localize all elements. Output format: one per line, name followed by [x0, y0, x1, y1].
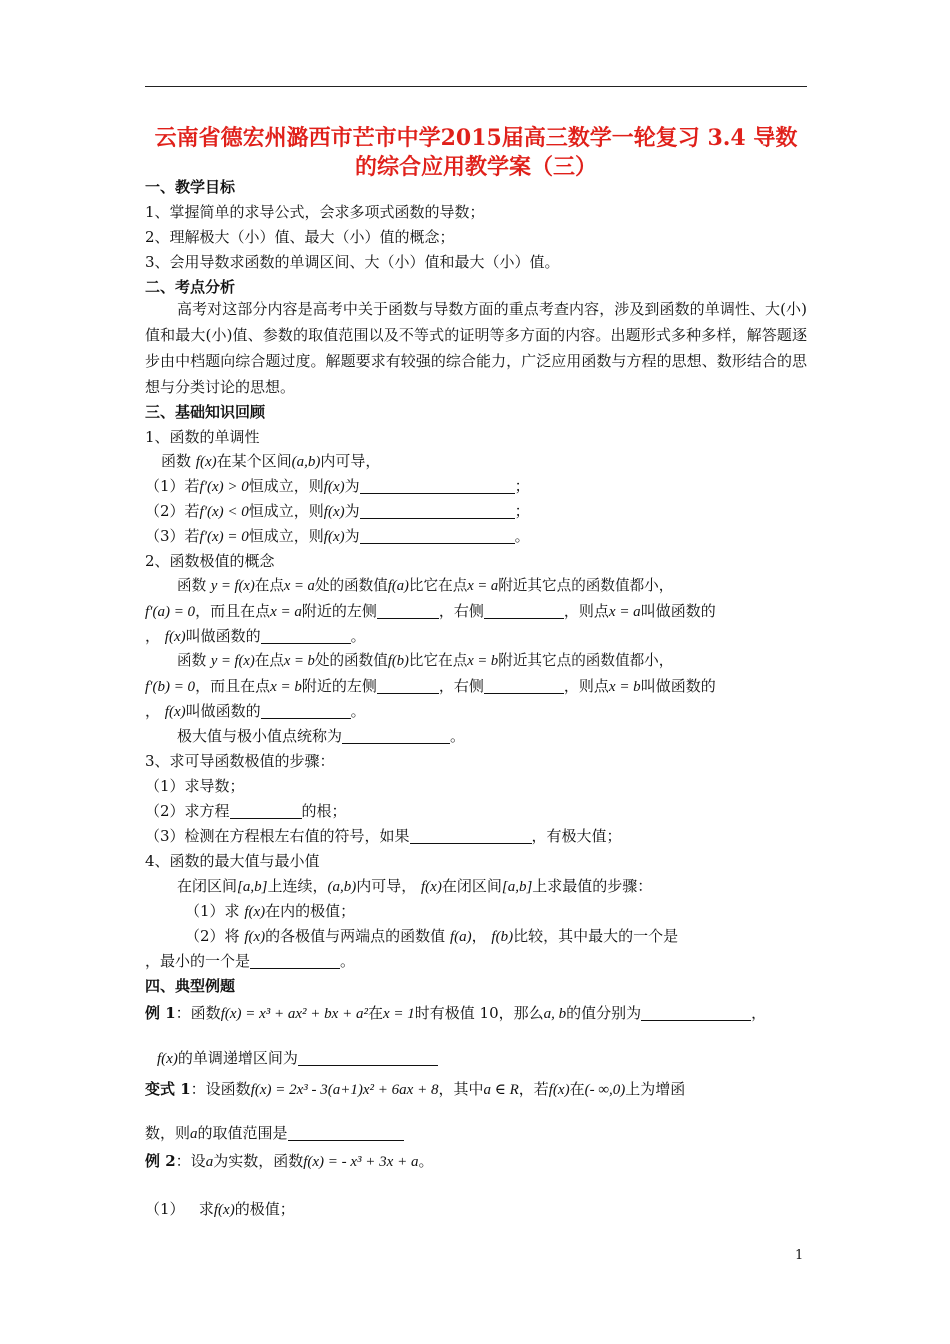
variant-1: 变式 1：设函数f(x) = 2x³ - 3(a+1)x² + 6ax + 8，其中a ∈ R，若f(x)在(- ∞,0)上为增函	[145, 1080, 686, 1098]
analysis-paragraph: 高考对这部分内容是高考中关于函数与导数方面的重点考查内容，涉及到函数的单调性、大(小)值和最大(小)值、参数的取值范围以及不等式的证明等多方面的内容。出题形式多种多样，解答题逐步由中档题向综合题过度。解题要求有较强的综合能力，广泛应用函数与方程的思想、数形结合的思想与分类讨论的思想。	[145, 300, 807, 396]
answer-blank	[261, 704, 351, 719]
section-heading-examples: 四、典型例题	[145, 977, 236, 995]
header-rule	[145, 86, 807, 87]
answer-blank	[360, 479, 515, 494]
extremum-p1-line2: f′(a) = 0，而且在点x = a附近的左侧 ，右侧 ，则点x = a叫做函数的	[145, 602, 716, 620]
answer-blank	[261, 629, 351, 644]
answer-blank	[377, 604, 439, 619]
answer-blank	[377, 679, 439, 694]
maxmin-intro: 在闭区间[a,b]上连续，(a,b)内可导， f(x)在闭区间[a,b]上求最值的步骤：	[177, 877, 653, 895]
section-heading-objectives: 一、教学目标	[145, 178, 236, 196]
extremum-heading: 2、函数极值的概念	[145, 552, 275, 570]
monotonicity-heading: 1、函数的单调性	[145, 428, 260, 446]
answer-blank	[641, 1006, 751, 1021]
example-2-question-1: （1） 求f(x)的极值；	[145, 1200, 295, 1218]
extremum-p2-line2: f′(b) = 0，而且在点x = b附近的左侧 ，右侧 ，则点x = b叫做函数的	[145, 677, 716, 695]
objective-item-3: 3、会用导数求函数的单调区间、大（小）值和最大（小）值。	[145, 253, 560, 271]
answer-blank	[250, 954, 340, 969]
section-heading-basics: 三、基础知识回顾	[145, 403, 266, 421]
objective-item-2: 2、理解极大（小）值、最大（小）值的概念；	[145, 228, 455, 246]
maxmin-step-2: （2）将 f(x)的各极值与两端点的函数值 f(a)， f(b)比较，其中最大的一个是	[185, 927, 679, 945]
example-1: 例 1：函数f(x) = x³ + ax² + bx + a²在x = 1时有极值 10，那么a, b的值分别为 ，	[145, 1004, 767, 1022]
extremum-p2-line3: ， f(x)叫做函数的 。	[145, 702, 366, 720]
step-1: （1）求导数；	[145, 777, 245, 795]
answer-blank	[342, 729, 450, 744]
answer-blank	[230, 804, 302, 819]
document-title: 云南省德宏州潞西市芒市中学2015届高三数学一轮复习 3.4 导数的综合应用教学案（三）	[154, 125, 798, 180]
monotonicity-case-2: （2）若f′(x) < 0恒成立，则f(x)为 ；	[145, 502, 530, 520]
extremum-p2-line1: 函数 y = f(x)在点x = b处的函数值f(b)比它在点x = b附近其它点的函数值都小，	[177, 652, 674, 669]
extremum-p1-line3: ， f(x)叫做函数的 。	[145, 627, 366, 645]
answer-blank	[484, 604, 564, 619]
answer-blank	[410, 829, 532, 844]
step-3: （3）检测在方程根左右值的符号，如果 ，有极大值；	[145, 827, 622, 845]
maxmin-heading: 4、函数的最大值与最小值	[145, 852, 320, 870]
answer-blank	[484, 679, 564, 694]
page-number: 1	[795, 1248, 804, 1263]
answer-blank	[298, 1051, 438, 1066]
monotonicity-case-1: （1）若f′(x) > 0恒成立，则f(x)为 ；	[145, 477, 530, 495]
section-heading-analysis: 二、考点分析	[145, 278, 236, 296]
answer-blank	[360, 529, 515, 544]
maxmin-step-1: （1）求 f(x)在内的极值；	[185, 902, 356, 920]
extremum-summary: 极大值与极小值点统称为 。	[177, 727, 466, 745]
steps-heading: 3、求可导函数极值的步骤：	[145, 752, 335, 770]
example-1-cont: f(x)的单调递增区间为	[157, 1049, 438, 1068]
example-2: 例 2：设a为实数，函数f(x) = - x³ + 3x + a。	[145, 1152, 434, 1170]
monotonicity-case-3: （3）若f′(x) = 0恒成立，则f(x)为 。	[145, 527, 530, 545]
monotonicity-intro: 函数 f(x)在某个区间(a,b)内可导，	[161, 452, 381, 470]
answer-blank	[360, 504, 515, 519]
maxmin-step-2-cont: ，最小的一个是 。	[145, 952, 356, 970]
variant-1-cont: 数，则a的取值范围是	[145, 1124, 404, 1143]
objective-item-1: 1、掌握简单的求导公式，会求多项式函数的导数；	[145, 203, 485, 221]
extremum-p1-line1: 函数 y = f(x)在点x = a处的函数值f(a)比它在点x = a附近其它点的函数值都小，	[177, 577, 674, 594]
step-2: （2）求方程 的根；	[145, 802, 347, 820]
answer-blank	[288, 1126, 404, 1141]
